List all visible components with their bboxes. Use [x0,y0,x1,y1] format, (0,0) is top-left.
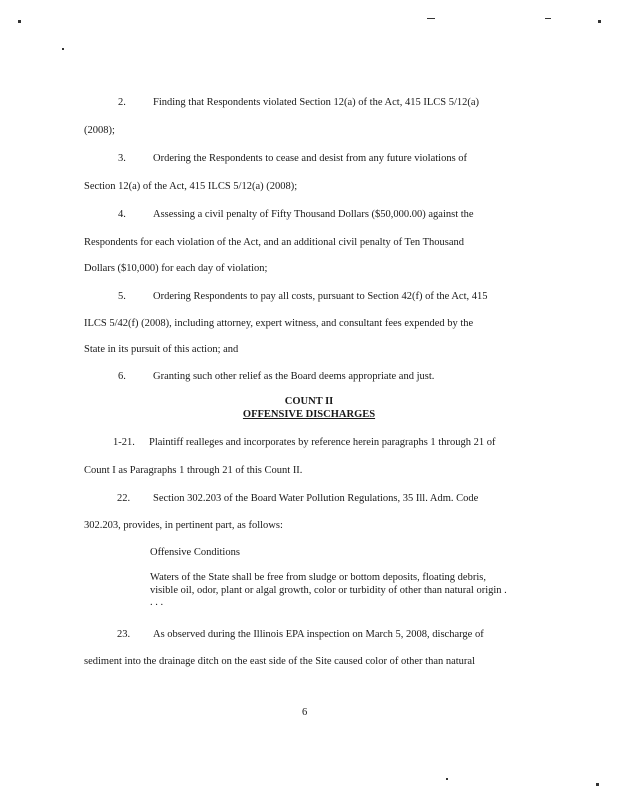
item-text: Ordering the Respondents to cease and desist from any future violations of [153,153,468,164]
scan-speck [545,18,551,19]
item-text: Section 12(a) of the Act, 415 ILCS 5/12(a) (2008); [84,181,298,192]
scan-speck [427,18,435,19]
item-text: Dollars ($10,000) for each day of violation; [84,263,268,274]
paragraph-text: Section 302.203 of the Board Water Pollution Regulations, 35 Ill. Adm. Code [153,493,479,504]
paragraph-text: 302.203, provides, in pertinent part, as follows: [84,520,283,531]
paragraph-text: Plaintiff realleges and incorporates by reference herein paragraphs 1 through 21 of [149,437,496,448]
item-text: (2008); [84,125,115,136]
item-text: State in its pursuit of this action; and [84,344,239,355]
scan-speck [446,778,448,780]
item-number: 6. [118,371,126,382]
scan-speck [598,20,601,23]
item-text: Granting such other relief as the Board deems appropriate and just. [153,371,435,382]
paragraph-text: As observed during the Illinois EPA inspection on March 5, 2008, discharge of [153,629,484,640]
count-subtitle: OFFENSIVE DISCHARGES [242,409,376,420]
count-title: COUNT II [284,396,334,407]
paragraph-number: 22. [117,493,131,504]
paragraph-text: sediment into the drainage ditch on the east side of the Site caused color of other than natural [84,656,476,667]
page-number: 6 [302,707,308,718]
paragraph-number: 1-21. [113,437,135,448]
item-number: 2. [118,97,126,108]
scan-speck [62,48,64,50]
item-text: Ordering Respondents to pay all costs, pursuant to Section 42(f) of the Act, 415 [153,291,488,302]
item-text: Assessing a civil penalty of Fifty Thousand Dollars ($50,000.00) against the [153,209,474,220]
paragraph-text: Count I as Paragraphs 1 through 21 of this Count II. [84,465,303,476]
scan-speck [596,783,599,786]
item-text: Respondents for each violation of the Act, and an additional civil penalty of Ten Thousand [84,237,464,248]
item-number: 3. [118,153,126,164]
scan-speck [18,20,21,23]
item-text: Finding that Respondents violated Section 12(a) of the Act, 415 ILCS 5/12(a) [153,97,480,108]
item-number: 4. [118,209,126,220]
paragraph-number: 23. [117,629,131,640]
quote-body: Waters of the State shall be free from sludge or bottom deposits, floating debris, visible oil, odor, plant or algal growth, color or turbidity of other than natural origin . . . . [150,572,507,608]
quote-heading: Offensive Conditions [150,547,240,558]
item-text: ILCS 5/42(f) (2008), including attorney, expert witness, and consultant fees expended by the [84,318,474,329]
item-number: 5. [118,291,126,302]
